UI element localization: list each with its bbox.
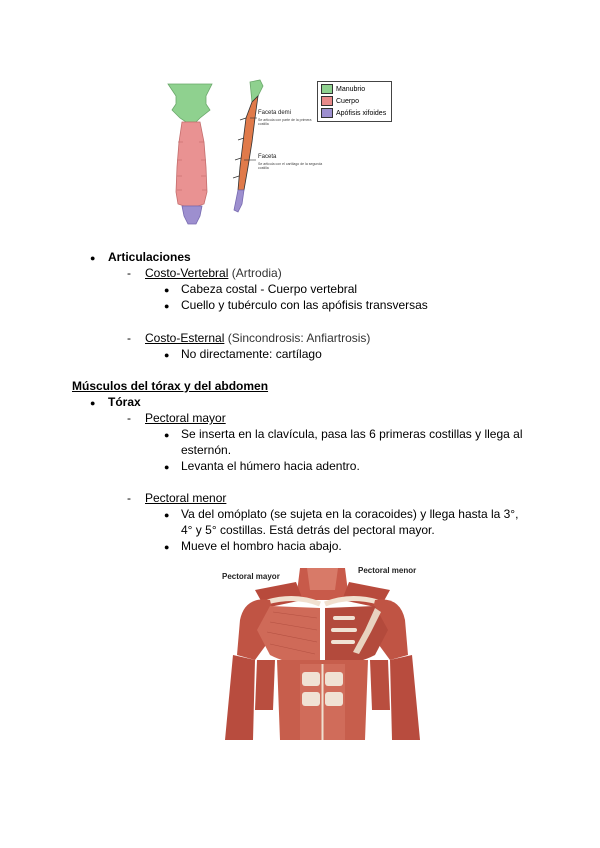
bullet-icon: ● <box>164 350 170 360</box>
bullet-text: Se inserta en la clavícula, pasa las 6 primeras costillas y llega al <box>181 427 523 441</box>
dash-icon: - <box>127 411 131 425</box>
bullet-text: Va del omóplato (se sujeta en la coracoides) y llega hasta la 3°, <box>181 507 519 521</box>
heading-articulaciones: Articulaciones <box>108 250 191 264</box>
annotation-faceta-demi: Faceta demi <box>258 110 292 116</box>
bullet-icon: ● <box>164 510 170 520</box>
dash-icon: - <box>127 266 131 280</box>
item-pectoral-menor: Pectoral menor <box>145 491 227 505</box>
item-costo-vertebral: Costo-Vertebral (Artrodia) <box>145 266 282 280</box>
annotation-faceta-demi-detail: Se articula con parte de la primera costilla <box>258 118 312 126</box>
heading-musculos: Músculos del tórax y del abdomen <box>72 379 269 393</box>
bullet-icon: ● <box>164 462 170 472</box>
dash-icon: - <box>127 491 131 505</box>
bullet-icon: ● <box>90 253 96 263</box>
bullet-icon: ● <box>90 398 96 408</box>
legend-item-manubrio: Manubrio <box>321 84 365 94</box>
bullet-text-continued: esternón. <box>181 443 232 457</box>
bullet-text: Mueve el hombro hacia abajo. <box>181 539 342 553</box>
figure-legend <box>317 81 392 122</box>
label-pectoral-menor: Pectoral menor <box>358 566 417 575</box>
pectoral-muscles-figure <box>215 560 430 740</box>
bullet-text: Cuello y tubérculo con las apófisis transversas <box>181 298 428 312</box>
bullet-icon: ● <box>164 301 170 311</box>
subheading-torax: Tórax <box>108 395 141 409</box>
legend-item-xifoides: Apófisis xifoides <box>321 108 386 118</box>
dash-icon: - <box>127 331 131 345</box>
item-costo-esternal: Costo-Esternal (Sincondrosis: Anfiartrosis) <box>145 331 371 345</box>
annotation-faceta: Faceta <box>258 154 277 160</box>
bullet-icon: ● <box>164 285 170 295</box>
annotation-faceta-detail: Se articula con el cartílago de la segunda costilla <box>258 162 323 170</box>
bullet-text-continued: 4° y 5° costillas. Está detrás del pectoral mayor. <box>181 523 435 537</box>
bullet-text: No directamente: cartílago <box>181 347 322 361</box>
item-pectoral-mayor: Pectoral mayor <box>145 411 226 425</box>
legend-item-cuerpo: Cuerpo <box>321 96 359 106</box>
bullet-icon: ● <box>164 430 170 440</box>
label-pectoral-mayor: Pectoral mayor <box>222 572 280 581</box>
bullet-text: Cabeza costal - Cuerpo vertebral <box>181 282 358 296</box>
sternum-figure <box>160 72 320 232</box>
bullet-text: Levanta el húmero hacia adentro. <box>181 459 360 473</box>
bullet-icon: ● <box>164 542 170 552</box>
